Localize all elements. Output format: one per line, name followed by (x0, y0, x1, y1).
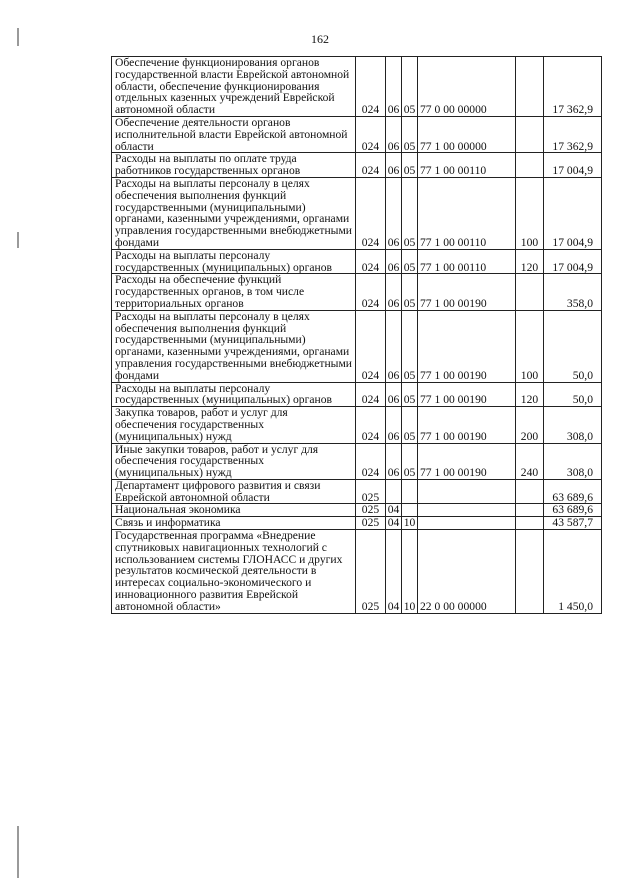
cell-target-article: 77 1 00 00000 (418, 116, 516, 152)
table-row (112, 479, 602, 504)
cell-amount: 50,0 (544, 382, 602, 407)
cell-amount: 17 004,9 (544, 249, 602, 274)
cell-name: Расходы на выплаты персоналу государственных (муниципальных) органов (112, 249, 356, 274)
table-row (112, 177, 602, 249)
cell-subsection-code: 05 (402, 274, 418, 310)
cell-grbs-code: 024 (356, 153, 386, 178)
cell-grbs-code: 024 (356, 249, 386, 274)
cell-amount: 63 689,6 (544, 504, 602, 517)
cell-subsection-code: 05 (402, 407, 418, 443)
cell-target-article: 77 1 00 00110 (418, 153, 516, 178)
table-row (112, 310, 602, 382)
cell-grbs-code: 024 (356, 116, 386, 152)
cell-expense-type (516, 153, 544, 178)
cell-subsection-code (402, 504, 418, 517)
cell-grbs-code: 025 (356, 517, 386, 530)
cell-target-article (418, 504, 516, 517)
cell-target-article: 77 1 00 00190 (418, 274, 516, 310)
cell-name: Обеспечение функционирования органов государственной власти Еврейской автономной области, обеспечение функционирования отдельных казенных учреждений Еврейской автономной области (112, 57, 356, 117)
cell-subsection-code: 05 (402, 382, 418, 407)
cell-expense-type: 200 (516, 407, 544, 443)
cell-expense-type (516, 57, 544, 117)
cell-target-article: 77 1 00 00190 (418, 443, 516, 479)
scan-margin-line (17, 826, 19, 878)
cell-grbs-code: 024 (356, 407, 386, 443)
cell-expense-type (516, 517, 544, 530)
cell-expense-type (516, 116, 544, 152)
page-number: 162 (311, 32, 329, 46)
table-row (112, 153, 602, 178)
cell-grbs-code: 024 (356, 382, 386, 407)
scan-margin-line (17, 232, 19, 248)
cell-amount: 63 689,6 (544, 479, 602, 504)
cell-target-article: 77 1 00 00110 (418, 177, 516, 249)
cell-grbs-code: 024 (356, 274, 386, 310)
table-row (112, 274, 602, 310)
cell-section-code: 06 (386, 443, 402, 479)
cell-subsection-code: 05 (402, 153, 418, 178)
scan-margin-line (17, 28, 19, 46)
table-row (112, 57, 602, 117)
cell-section-code: 06 (386, 249, 402, 274)
cell-amount: 17 362,9 (544, 116, 602, 152)
cell-grbs-code: 025 (356, 530, 386, 614)
cell-section-code: 06 (386, 274, 402, 310)
cell-section-code: 06 (386, 57, 402, 117)
cell-amount: 358,0 (544, 274, 602, 310)
table-row (112, 407, 602, 443)
cell-amount: 308,0 (544, 443, 602, 479)
cell-subsection-code: 05 (402, 116, 418, 152)
cell-amount: 1 450,0 (544, 530, 602, 614)
cell-name: Расходы на выплаты персоналу государственных (муниципальных) органов (112, 382, 356, 407)
table-row (112, 504, 602, 517)
cell-target-article: 22 0 00 00000 (418, 530, 516, 614)
cell-grbs-code: 025 (356, 504, 386, 517)
cell-expense-type (516, 530, 544, 614)
cell-target-article: 77 1 00 00190 (418, 382, 516, 407)
cell-target-article: 77 1 00 00110 (418, 249, 516, 274)
cell-name: Связь и информатика (112, 517, 356, 530)
cell-target-article (418, 517, 516, 530)
table-row (112, 530, 602, 614)
cell-section-code: 06 (386, 382, 402, 407)
cell-expense-type: 100 (516, 177, 544, 249)
cell-section-code (386, 479, 402, 504)
cell-amount: 50,0 (544, 310, 602, 382)
cell-target-article (418, 479, 516, 504)
cell-name: Государственная программа «Внедрение спутниковых навигационных технологий с использованием системы ГЛОНАСС и других результатов космической деятельности в интересах социально-экономического и инновационного развития Еврейской автономной области» (112, 530, 356, 614)
cell-expense-type (516, 274, 544, 310)
cell-section-code: 04 (386, 530, 402, 614)
cell-section-code: 04 (386, 504, 402, 517)
cell-name: Закупка товаров, работ и услуг для обеспечения государственных (муниципальных) нужд (112, 407, 356, 443)
table-row (112, 249, 602, 274)
cell-target-article: 77 1 00 00190 (418, 310, 516, 382)
cell-grbs-code: 024 (356, 310, 386, 382)
cell-section-code: 06 (386, 153, 402, 178)
cell-name: Департамент цифрового развития и связи Еврейской автономной области (112, 479, 356, 504)
cell-expense-type: 240 (516, 443, 544, 479)
cell-grbs-code: 025 (356, 479, 386, 504)
cell-expense-type: 120 (516, 382, 544, 407)
cell-name: Расходы на выплаты персоналу в целях обеспечения выполнения функций государственными (муниципальными) органами, казенными учреждениями, органами управления государственными внебюджетными фондами (112, 310, 356, 382)
cell-target-article: 77 0 00 00000 (418, 57, 516, 117)
cell-name: Расходы на выплаты по оплате труда работников государственных органов (112, 153, 356, 178)
cell-amount: 43 587,7 (544, 517, 602, 530)
cell-grbs-code: 024 (356, 443, 386, 479)
table-row (112, 443, 602, 479)
table-row (112, 517, 602, 530)
cell-name: Расходы на выплаты персоналу в целях обеспечения выполнения функций государственными (муниципальными) органами, казенными учреждениями, органами управления государственными внебюджетными фондами (112, 177, 356, 249)
cell-section-code: 04 (386, 517, 402, 530)
cell-subsection-code (402, 479, 418, 504)
cell-subsection-code: 05 (402, 177, 418, 249)
cell-name: Обеспечение деятельности органов исполнительной власти Еврейской автономной области (112, 116, 356, 152)
cell-subsection-code: 05 (402, 310, 418, 382)
cell-expense-type: 100 (516, 310, 544, 382)
cell-grbs-code: 024 (356, 57, 386, 117)
cell-grbs-code: 024 (356, 177, 386, 249)
cell-subsection-code: 05 (402, 57, 418, 117)
cell-target-article: 77 1 00 00190 (418, 407, 516, 443)
cell-section-code: 06 (386, 177, 402, 249)
cell-subsection-code: 05 (402, 249, 418, 274)
cell-section-code: 06 (386, 310, 402, 382)
table-row (112, 382, 602, 407)
cell-subsection-code: 10 (402, 530, 418, 614)
cell-name: Национальная экономика (112, 504, 356, 517)
cell-subsection-code: 05 (402, 443, 418, 479)
table-row (112, 116, 602, 152)
cell-amount: 17 004,9 (544, 153, 602, 178)
cell-expense-type (516, 479, 544, 504)
cell-expense-type: 120 (516, 249, 544, 274)
cell-amount: 308,0 (544, 407, 602, 443)
budget-table (111, 56, 602, 614)
cell-subsection-code: 10 (402, 517, 418, 530)
cell-name: Расходы на обеспечение функций государственных органов, в том числе территориальных органов (112, 274, 356, 310)
cell-name: Иные закупки товаров, работ и услуг для обеспечения государственных (муниципальных) нужд (112, 443, 356, 479)
cell-section-code: 06 (386, 407, 402, 443)
cell-amount: 17 362,9 (544, 57, 602, 117)
cell-amount: 17 004,9 (544, 177, 602, 249)
cell-section-code: 06 (386, 116, 402, 152)
cell-expense-type (516, 504, 544, 517)
